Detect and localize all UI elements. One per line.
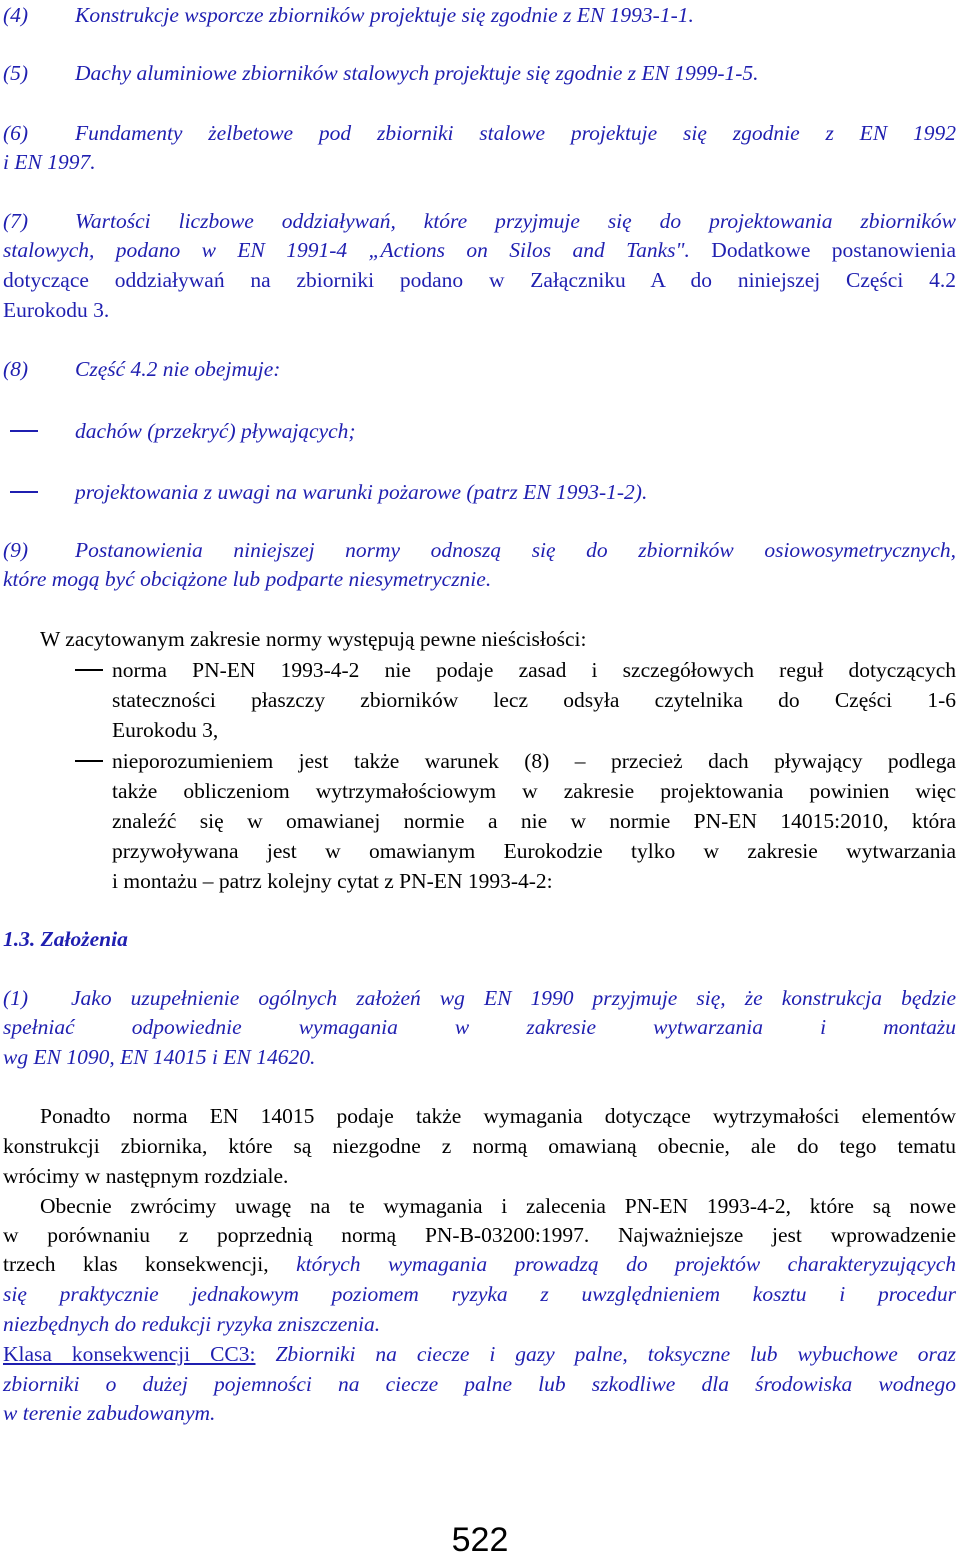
- clause-7-line-4: Eurokodu 3.: [3, 298, 110, 322]
- clause-text: Postanowienia niniejszej normy odnoszą się do zbiorników osiowosymetrycznych,: [75, 538, 956, 562]
- clause-text-italic: stalowych, podano w EN 1991-4 „Actions on Silos and Tanks".: [3, 238, 712, 262]
- comment-item-1-line-1: norma PN-EN 1993-4-2 nie podaje zasad i szczegółowych reguł dotyczących: [112, 658, 956, 682]
- body-p2-line-5: niezbędnych do redukcji ryzyka zniszczenia.: [3, 1312, 381, 1336]
- comment-item-2-line-3: znaleźć się w omawianej normie a nie w normie PN-EN 14015:2010, która: [112, 809, 956, 833]
- cc3-text: Zbiorniki na ciecze i gazy palne, toksyczne lub wybuchowe oraz: [255, 1342, 956, 1366]
- clause-number: (1): [3, 986, 29, 1010]
- cc3-line-3: w terenie zabudowanym.: [3, 1401, 216, 1425]
- body-p1-line-1: Ponadto norma EN 14015 podaje także wymagania dotyczące wytrzymałości elementów: [40, 1104, 956, 1128]
- comment-intro: W zacytowanym zakresie normy występują pewne nieścisłości:: [40, 627, 587, 651]
- clause-text: Wartości liczbowe oddziaływań, które przyjmuje się do projektowania zbiorników: [75, 209, 956, 233]
- clause-9-line-1: [3, 535, 956, 565]
- section-heading: 1.3. Założenia: [3, 927, 128, 951]
- clause-number: (8): [3, 357, 29, 381]
- clause-6-line-2: i EN 1997.: [3, 150, 96, 174]
- comment-item-2-line-2: także obliczeniom wytrzymałościowym w zakresie projektowania powinien więc: [112, 779, 956, 803]
- body-text-upright: trzech klas konsekwencji,: [3, 1252, 297, 1276]
- comment-item-2-line-1: nieporozumieniem jest także warunek (8) – przecież dach pływający podlega: [112, 749, 956, 773]
- clause-text: Jako uzupełnienie ogólnych założeń wg EN 1990 przyjmuje się, że konstrukcja będzie: [71, 986, 956, 1010]
- clause-text: Fundamenty żelbetowe pod zbiorniki stalowe projektuje się zgodnie z EN 1992: [75, 121, 956, 145]
- clause-text: Część 4.2 nie obejmuje:: [75, 357, 281, 381]
- dash-bullet: [10, 491, 38, 493]
- clause-1-line-2: spełniać odpowiednie wymagania w zakresie wytwarzania i montażu: [3, 1015, 956, 1039]
- clause-1-line-1: [3, 983, 956, 1013]
- body-p2-line-1: Obecnie zwrócimy uwagę na te wymagania i zalecenia PN-EN 1993-4-2, które są nowe: [40, 1194, 956, 1218]
- body-p2-line-4: się praktycznie jednakowym poziomem ryzyka z uwzględnieniem kosztu i procedur: [3, 1282, 956, 1306]
- clause-text-upright: Dodatkowe postanowienia: [711, 238, 956, 262]
- dash-bullet: [10, 430, 38, 432]
- clause-number: (9): [3, 538, 29, 562]
- clause-5: [3, 58, 956, 88]
- comment-item-2-line-4: przywoływana jest w omawianym Eurokodzie tylko w zakresie wytwarzania: [112, 839, 956, 863]
- body-p2-line-2: w porównaniu z poprzednią normą PN-B-03200:1997. Najważniejsze jest wprowadzenie: [3, 1223, 956, 1247]
- clause-9-line-2: które mogą być obciążone lub podparte niesymetrycznie.: [3, 567, 492, 591]
- clause-number: (5): [3, 61, 29, 85]
- clause-7-line-1: [3, 206, 956, 236]
- clause-number: (4): [3, 3, 29, 27]
- dash-bullet: [75, 669, 103, 671]
- clause-text: Dachy aluminiowe zbiorników stalowych projektuje się zgodnie z EN 1999-1-5.: [75, 61, 759, 85]
- clause-1-line-3: wg EN 1090, EN 14015 i EN 14620.: [3, 1045, 316, 1069]
- clause-6-line-1: [3, 118, 956, 148]
- comment-item-1-line-3: Eurokodu 3,: [112, 718, 219, 742]
- clause-4: [3, 0, 956, 30]
- cc3-line-2: zbiorniki o dużej pojemności na ciecze palne lub szkodliwe dla środowiska wodnego: [3, 1372, 956, 1396]
- clause-7-line-2: [3, 235, 956, 265]
- clause-8-item-2: projektowania z uwagi na warunki pożarowe (patrz EN 1993-1-2).: [75, 480, 648, 504]
- clause-number: (6): [3, 121, 29, 145]
- clause-7-line-3: dotyczące oddziaływań na zbiorniki podano w Załączniku A do niniejszej Części 4.2: [3, 268, 956, 292]
- dash-bullet: [75, 760, 103, 762]
- body-p2-line-3: [3, 1249, 956, 1279]
- clause-8-item-1: dachów (przekryć) pływających;: [75, 419, 356, 443]
- page-number: 522: [451, 1521, 509, 1559]
- cc3-line-1: [3, 1339, 956, 1369]
- cc3-label-link[interactable]: Klasa konsekwencji CC3:: [3, 1342, 256, 1366]
- comment-item-1-line-2: stateczności płaszczy zbiorników lecz odsyła czytelnika do Części 1-6: [112, 688, 956, 712]
- body-p1-line-3: wrócimy w następnym rozdziale.: [3, 1164, 289, 1188]
- comment-item-2-line-5: i montażu – patrz kolejny cytat z PN-EN 1993-4-2:: [112, 869, 553, 893]
- body-p1-line-2: konstrukcji zbiornika, które są niezgodne z normą omawianą obecnie, ale do tego tematu: [3, 1134, 956, 1158]
- clause-text: Konstrukcje wsporcze zbiorników projektuje się zgodnie z EN 1993-1-1.: [75, 3, 694, 27]
- body-text-italic: których wymagania prowadzą do projektów charakteryzujących: [296, 1252, 956, 1276]
- clause-number: (7): [3, 209, 29, 233]
- clause-8: [3, 354, 956, 384]
